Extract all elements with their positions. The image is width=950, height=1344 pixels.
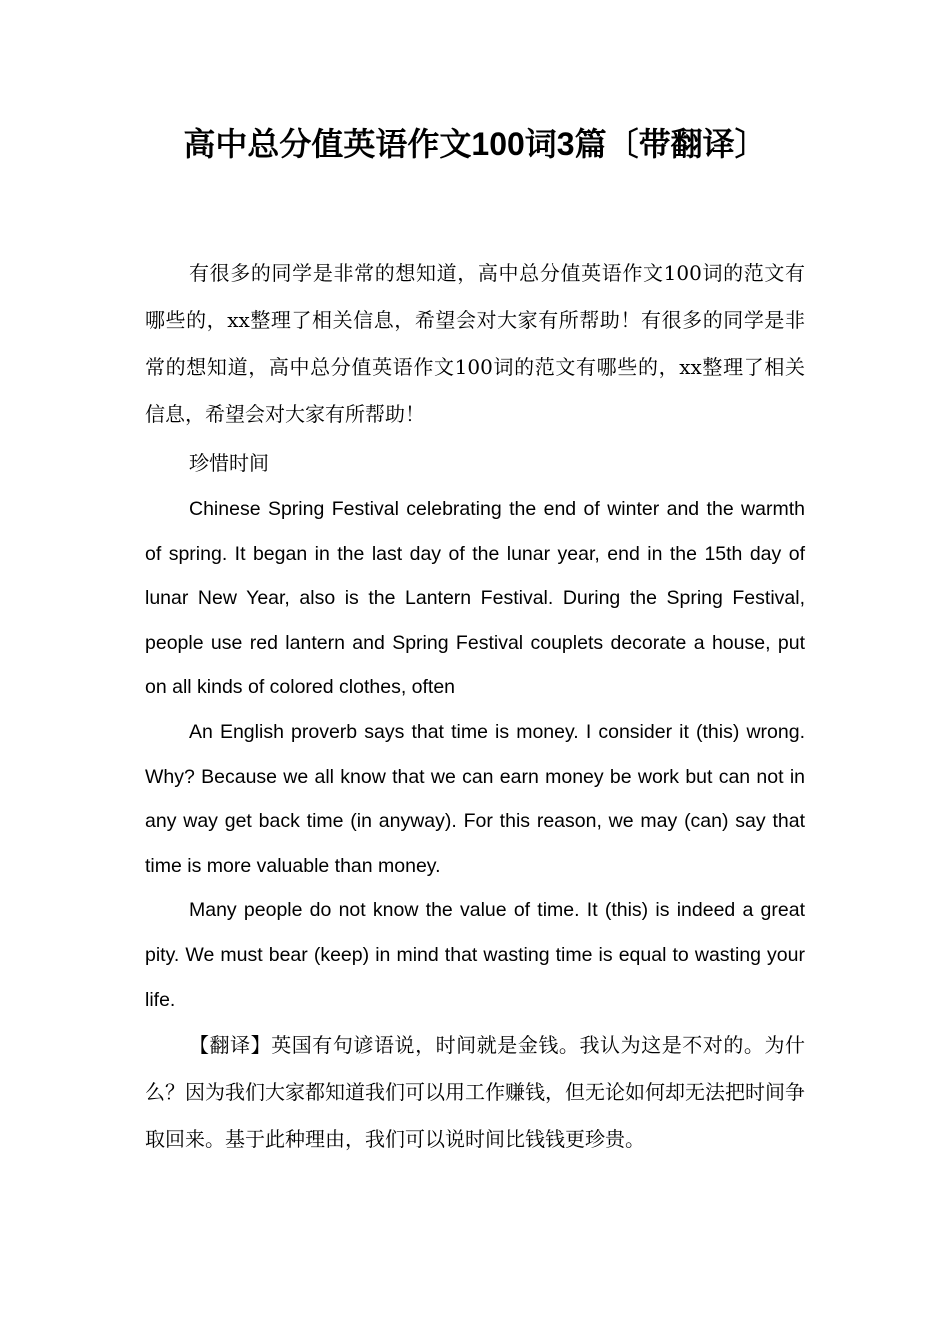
- essay-paragraph-value-of-time: Many people do not know the value of time. It (this) is indeed a great pity. We must bear (keep) in mind that wasting time is equal to wasting your life.: [145, 899, 805, 1011]
- document-body: [145, 250, 805, 1163]
- translation-paragraph: 【翻译】英国有句谚语说，时间就是金钱。我认为这是不对的。为什么？因为我们大家都知道我们可以用工作赚钱，但无论如何却无法把时间争取回来。基于此种理由，我们可以说时间比钱钱更珍贵。: [145, 1033, 805, 1152]
- intro-paragraph: 有很多的同学是非常的想知道，高中总分值英语作文100词的范文有哪些的，xx整理了相关信息，希望会对大家有所帮助！有很多的同学是非常的想知道，高中总分值英语作文100词的范文有哪些的，xx整理了相关信息，希望会对大家有所帮助！: [145, 261, 805, 426]
- section-heading: 珍惜时间: [189, 451, 269, 475]
- essay-paragraph-spring-festival: Chinese Spring Festival celebrating the end of winter and the warmth of spring. It began in the last day of the lunar year, end in the 15th day of lunar New Year, also is the Lantern Festival. During the Spring Festival, people use red lantern and Spring Festival couplets decorate a house, put on all kinds of colored clothes, often: [145, 498, 805, 699]
- document-title: 高中总分值英语作文100词3篇〔带翻译〕: [183, 126, 767, 162]
- essay-paragraph-time-money: An English proverb says that time is money. I consider it (this) wrong. Why? Because we all know that we can earn money be work but can not in any way get back time (in anyway). For this reason, we may (can) say that time is more valuable than money.: [145, 720, 805, 877]
